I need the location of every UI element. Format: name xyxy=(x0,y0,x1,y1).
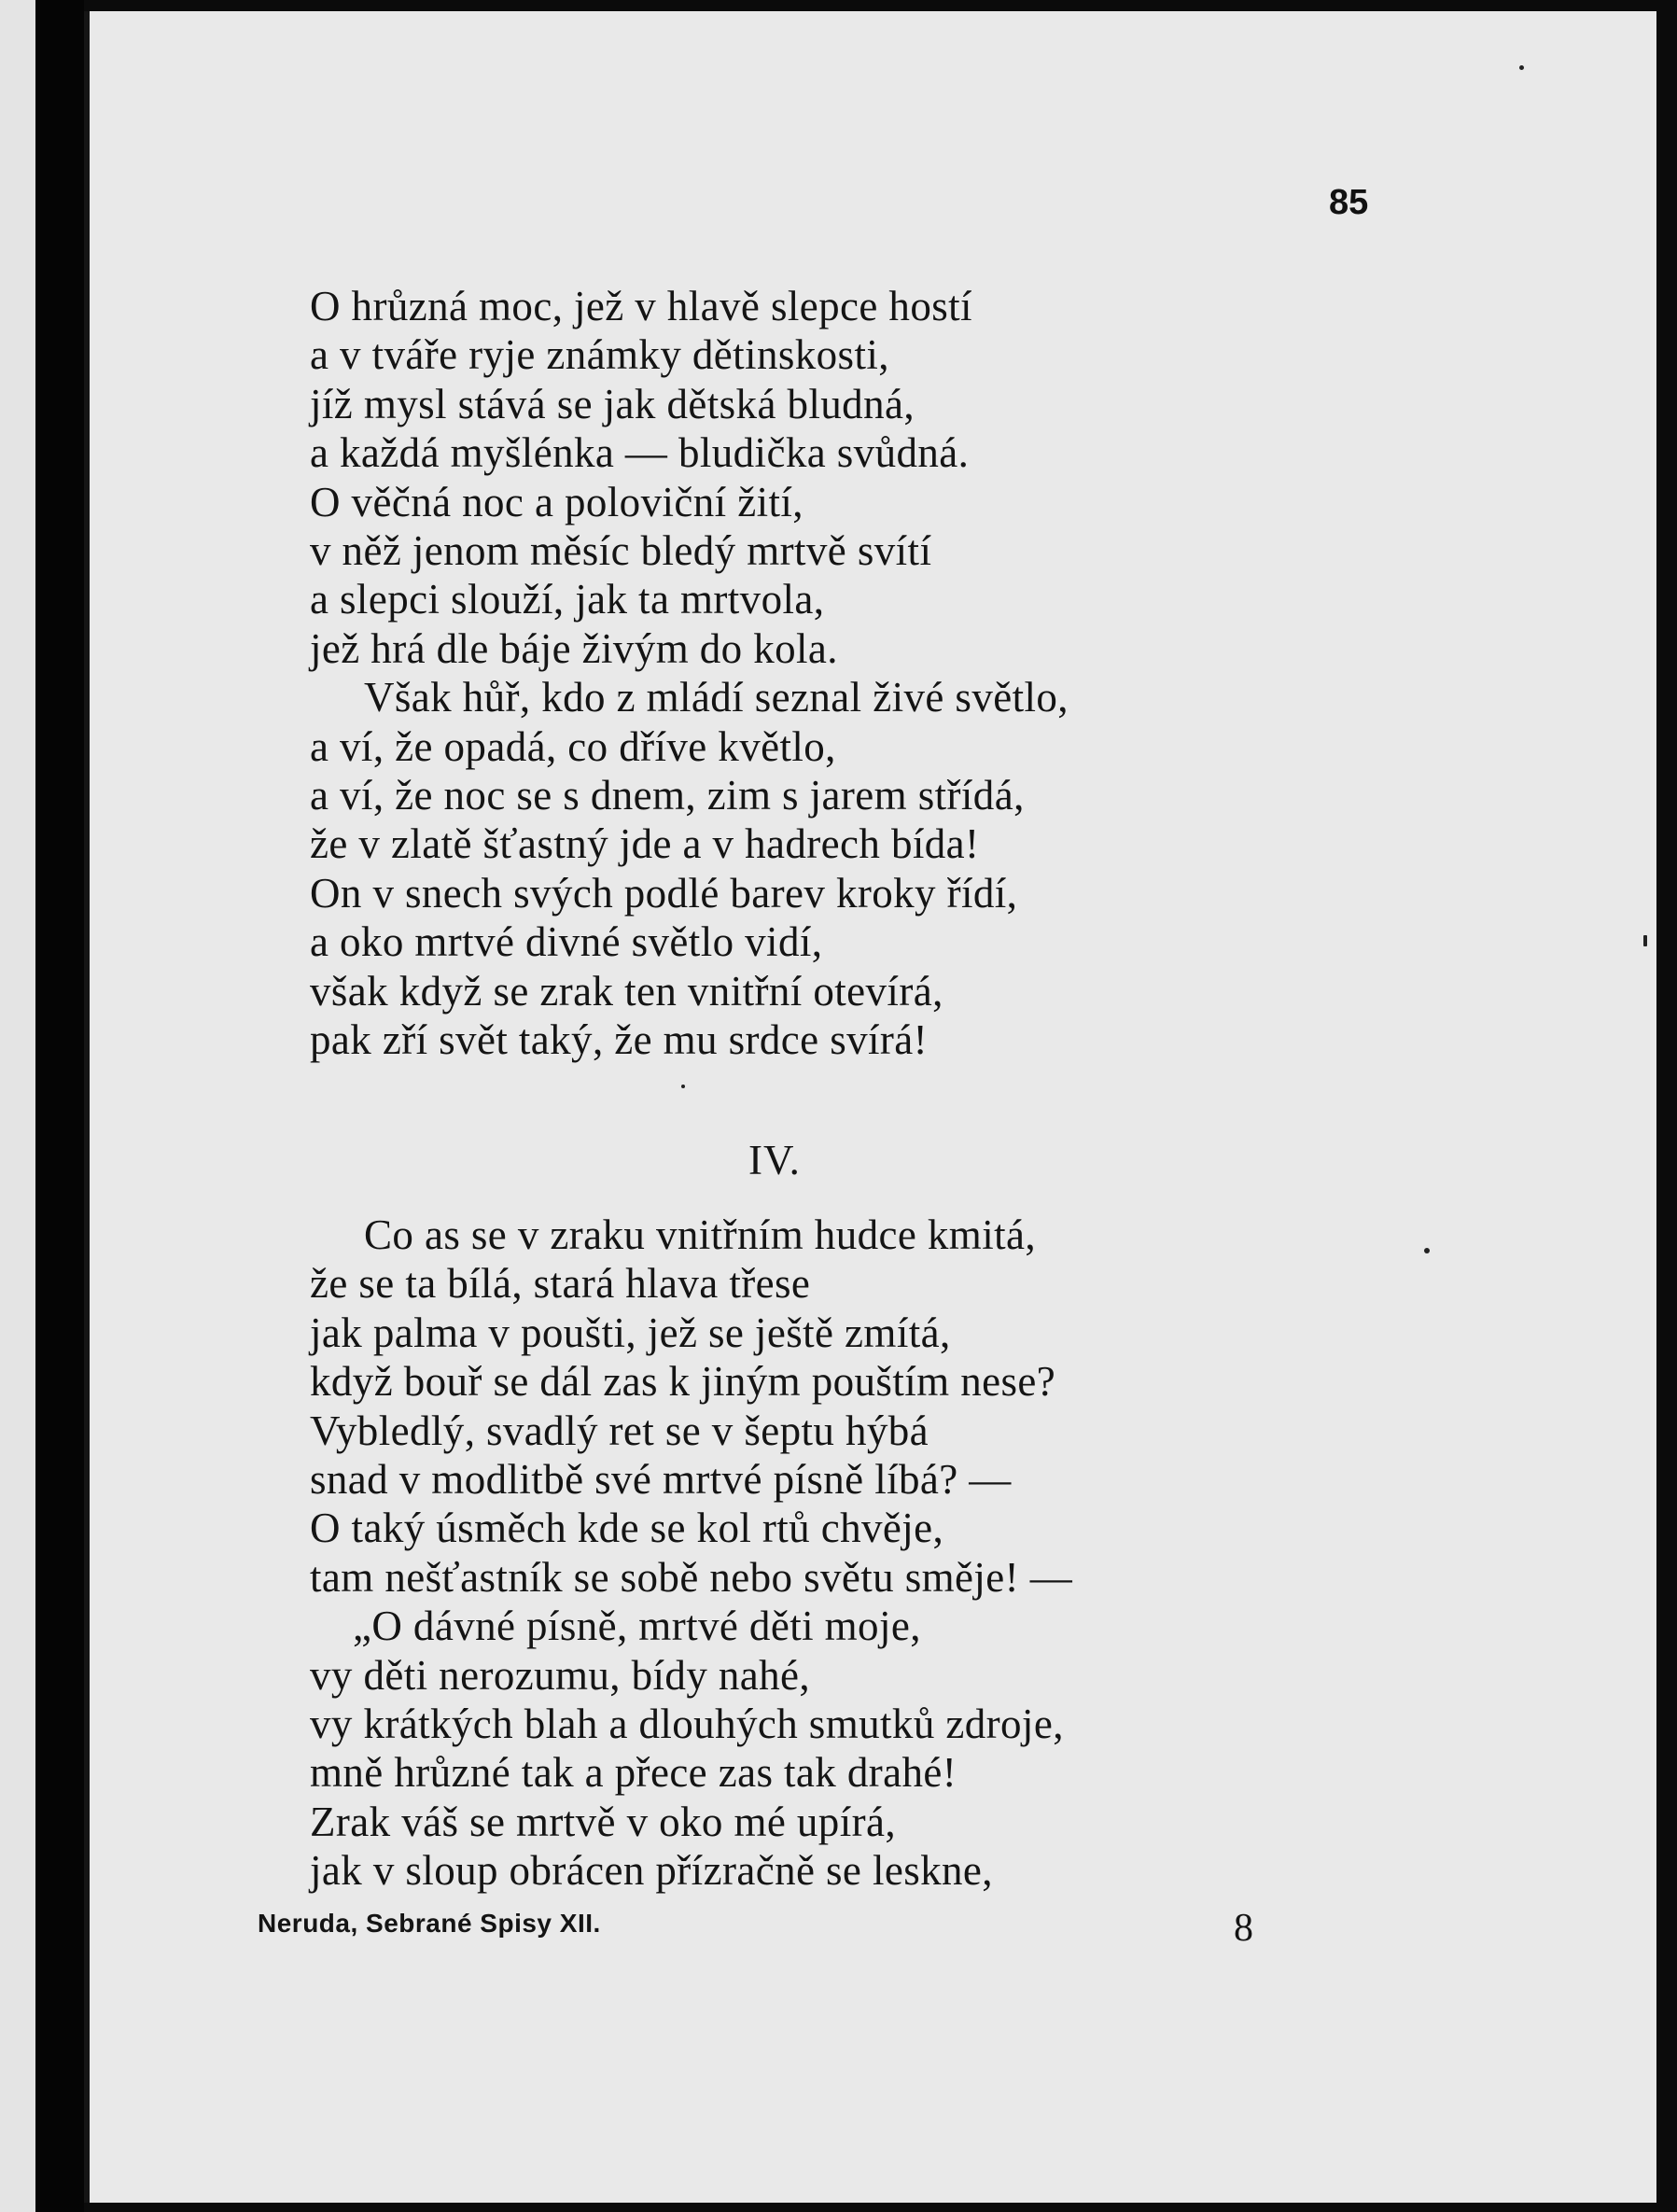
poem-stanza-2 xyxy=(310,1211,1072,1896)
poem-line: vy děti nerozumu, bídy nahé, xyxy=(310,1651,811,1699)
poem-line: Co as se v zraku vnitřním hudce kmitá, xyxy=(364,1211,1037,1258)
poem-line: a slepci slouží, jak ta mrtvola, xyxy=(310,576,825,623)
dust-speck xyxy=(1424,1248,1430,1253)
poem-line: a oko mrtvé divné světlo vidí, xyxy=(310,918,823,966)
poem-line: jak palma v poušti, jež se ještě zmítá, xyxy=(310,1309,951,1356)
poem-stanza-1 xyxy=(310,282,1069,1065)
book-page xyxy=(84,11,1656,2203)
poem-line: pak zří svět taký, že mu srdce svírá! xyxy=(310,1016,929,1064)
poem-line: a ví, že noc se s dnem, zim s jarem střídá, xyxy=(310,772,1025,819)
dust-speck xyxy=(681,1085,685,1088)
poem-line: O taký úsměch kde se kol rtů chvěje, xyxy=(310,1505,944,1552)
page-number: 85 xyxy=(1329,183,1369,222)
dust-speck xyxy=(1519,65,1524,70)
signature-mark: 8 xyxy=(1234,1907,1253,1950)
poem-line: jíž mysl stává se jak dětská bludná, xyxy=(310,380,915,427)
poem-line: a ví, že opadá, co dříve květlo, xyxy=(310,722,836,770)
poem-line: vy krátkých blah a dlouhých smutků zdroje, xyxy=(310,1701,1064,1748)
dust-speck xyxy=(1643,935,1647,946)
poem-line: Však hůř, kdo z mládí seznal živé světlo, xyxy=(364,674,1069,721)
poem-line: tam nešťastník se sobě nebo světu směje! — xyxy=(310,1553,1073,1601)
footer-imprint: Neruda, Sebrané Spisy XII. xyxy=(258,1909,601,1938)
section-heading: IV. xyxy=(748,1137,801,1183)
poem-line: „O dávné písně, mrtvé děti moje, xyxy=(353,1603,921,1650)
book-gutter xyxy=(35,0,84,2212)
poem-line: mně hrůzné tak a přece zas tak drahé! xyxy=(310,1749,957,1797)
poem-line: že v zlatě šťastný jde a v hadrech bída! xyxy=(310,820,980,868)
poem-line: Zrak váš se mrtvě v oko mé upírá, xyxy=(310,1798,897,1845)
poem-line: a každá myšlénka — bludička svůdná. xyxy=(310,429,970,477)
poem-line: O hrůzná moc, jež v hlavě slepce hostí xyxy=(310,283,972,329)
poem-line: jež hrá dle báje živým do kola. xyxy=(310,624,838,672)
poem-line: jak v sloup obrácen přízračně se leskne, xyxy=(310,1847,993,1895)
poem-line: On v snech svých podlé barev kroky řídí, xyxy=(310,869,1018,917)
poem-line: snad v modlitbě své mrtvé písně líbá? — xyxy=(310,1456,1012,1504)
poem-line: a v tváře ryje známky dětinskosti, xyxy=(310,331,889,379)
poem-line: když bouř se dál zas k jiným pouštím nese? xyxy=(310,1358,1056,1406)
poem-line: Vybledlý, svadlý ret se v šeptu hýbá xyxy=(310,1407,929,1454)
poem-line: že se ta bílá, stará hlava třese xyxy=(310,1260,811,1308)
adjacent-page-edge xyxy=(0,0,35,2212)
poem-line: v něž jenom měsíc bledý mrtvě svítí xyxy=(310,527,932,575)
poem-line: však když se zrak ten vnitřní otevírá, xyxy=(310,967,943,1015)
poem-line: O věčná noc a poloviční žití, xyxy=(310,478,804,525)
